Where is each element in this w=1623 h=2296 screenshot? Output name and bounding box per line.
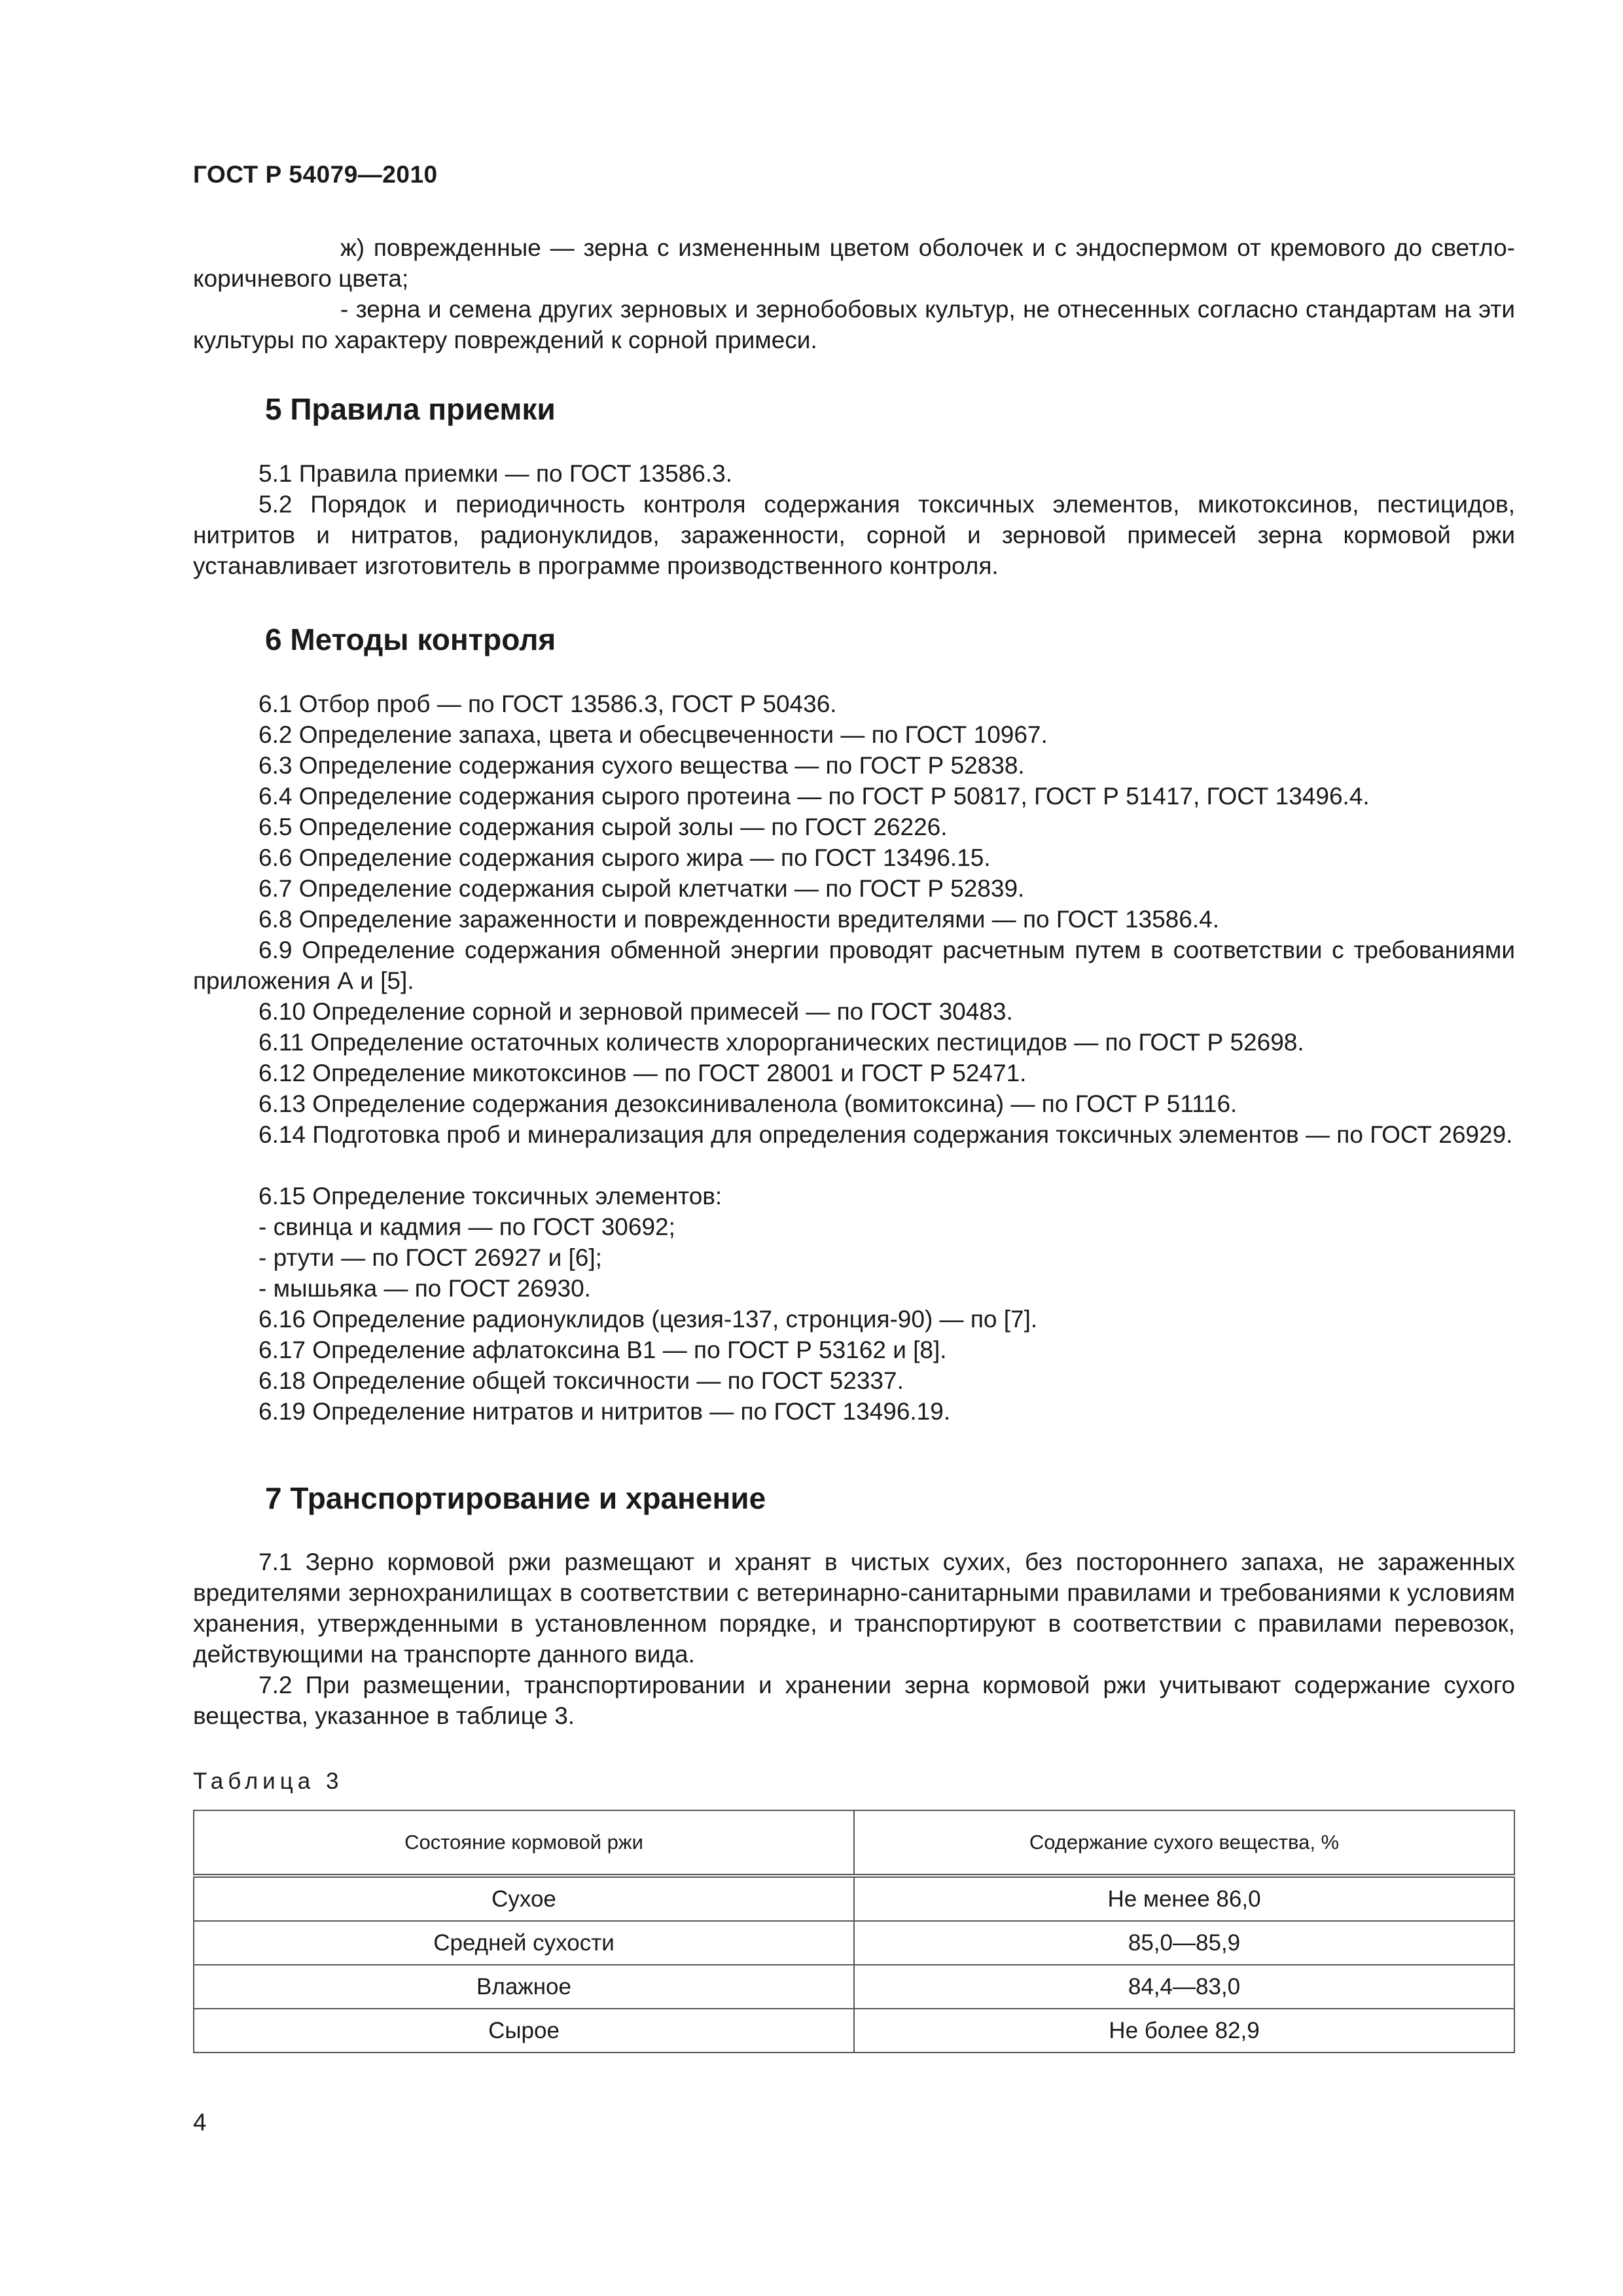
section-6-15-item-a-text: - свинца и кадмия — по ГОСТ 30692;	[259, 1213, 675, 1240]
section-6-15-text: 6.15 Определение токсичных элементов:	[259, 1183, 722, 1210]
section-5-2	[193, 489, 1515, 581]
section-6-9	[193, 935, 1515, 996]
intro-paragraph-1-text: ж) поврежденные — зерна с измененным цветом оболочек и с эндоспермом от кремового до светло-коричневого цвета;	[193, 234, 1515, 292]
column-header-dry-matter: Содержание сухого вещества, %	[854, 1810, 1514, 1876]
section-6-12	[193, 1058, 1515, 1088]
section-6-19-text: 6.19 Определение нитратов и нитритов — по ГОСТ 13496.19.	[259, 1398, 951, 1425]
section-5-1-text: 5.1 Правила приемки — по ГОСТ 13586.3.	[259, 460, 732, 487]
section-6-1	[193, 689, 1515, 719]
section-6-18-text: 6.18 Определение общей токсичности — по ГОСТ 52337.	[259, 1367, 904, 1394]
cell-value: Не менее 86,0	[854, 1876, 1514, 1921]
section-6-11	[193, 1027, 1515, 1058]
section-6-5-text: 6.5 Определение содержания сырой золы — по ГОСТ 26226.	[259, 814, 948, 840]
section-6-7-text: 6.7 Определение содержания сырой клетчатки — по ГОСТ Р 52839.	[259, 875, 1025, 902]
section-7-2	[193, 1670, 1515, 1731]
section-6-14-text: 6.14 Подготовка проб и минерализация для определения содержания токсичных элементов — по ГОСТ 26929.	[259, 1121, 1513, 1148]
section-6-6-text: 6.6 Определение содержания сырого жира — по ГОСТ 13496.15.	[259, 844, 991, 871]
section-6-11-text: 6.11 Определение остаточных количеств хлорорганических пестицидов — по ГОСТ Р 52698.	[259, 1029, 1304, 1056]
section-6-13-text: 6.13 Определение содержания дезоксиниваленола (вомитоксина) — по ГОСТ Р 51116.	[259, 1090, 1238, 1117]
table-header-row	[194, 1810, 1514, 1876]
section-7-1	[193, 1547, 1515, 1670]
section-6-1-text: 6.1 Отбор проб — по ГОСТ 13586.3, ГОСТ Р 50436.	[259, 691, 837, 717]
intro-paragraph-1	[193, 232, 1515, 294]
cell-state: Сырое	[194, 2009, 854, 2053]
cell-value: 84,4—83,0	[854, 1965, 1514, 2009]
section-6-heading: 6 Методы контроля	[265, 622, 556, 656]
section-6-17	[193, 1335, 1515, 1365]
section-6-9-text: 6.9 Определение содержания обменной энергии проводят расчетным путем в соответствии с требованиями приложения А и [5].	[193, 937, 1515, 994]
section-6-15-item-arsenic	[193, 1273, 1515, 1304]
section-6-15-item-lead-cadmium	[193, 1211, 1515, 1242]
section-6-13	[193, 1088, 1515, 1119]
document-code: ГОСТ Р 54079—2010	[193, 161, 438, 188]
column-header-state: Состояние кормовой ржи	[194, 1810, 854, 1876]
section-6-3-text: 6.3 Определение содержания сухого вещества — по ГОСТ Р 52838.	[259, 752, 1025, 779]
section-6-4-text: 6.4 Определение содержания сырого протеина — по ГОСТ Р 50817, ГОСТ Р 51417, ГОСТ 13496.4.	[259, 783, 1370, 810]
section-6-15-item-c-text: - мышьяка — по ГОСТ 26930.	[259, 1275, 591, 1302]
section-6-18	[193, 1365, 1515, 1396]
section-7-heading: 7 Транспортирование и хранение	[265, 1481, 766, 1515]
section-6-12-text: 6.12 Определение микотоксинов — по ГОСТ 28001 и ГОСТ Р 52471.	[259, 1060, 1027, 1086]
section-6-15-item-mercury	[193, 1242, 1515, 1273]
section-6-15	[193, 1181, 1515, 1211]
table-3	[193, 1810, 1515, 2053]
section-6-8	[193, 904, 1515, 935]
table-row	[194, 1921, 1514, 1965]
section-6-8-text: 6.8 Определение зараженности и поврежденности вредителями — по ГОСТ 13586.4.	[259, 906, 1219, 933]
section-6-16-text: 6.16 Определение радионуклидов (цезия-137, стронция-90) — по [7].	[259, 1306, 1038, 1333]
table-row	[194, 1876, 1514, 1921]
section-6-5	[193, 812, 1515, 842]
section-6-4	[193, 781, 1515, 812]
section-6-6	[193, 842, 1515, 873]
cell-value: Не более 82,9	[854, 2009, 1514, 2053]
section-6-17-text: 6.17 Определение афлатоксина В1 — по ГОСТ Р 53162 и [8].	[259, 1336, 947, 1363]
table-row	[194, 1965, 1514, 2009]
section-7-2-text: 7.2 При размещении, транспортировании и хранении зерна кормовой ржи учитывают содержание сухого вещества, указанное в таблице 3.	[193, 1672, 1515, 1729]
section-6-19	[193, 1396, 1515, 1427]
table-row	[194, 2009, 1514, 2053]
section-6-15-item-b-text: - ртути — по ГОСТ 26927 и [6];	[259, 1244, 602, 1271]
section-6-14	[193, 1119, 1515, 1150]
table-3-caption: Таблица 3	[193, 1768, 344, 1794]
page-number: 4	[193, 2109, 207, 2136]
section-6-7	[193, 873, 1515, 904]
cell-state: Сухое	[194, 1876, 854, 1921]
cell-state: Влажное	[194, 1965, 854, 2009]
intro-paragraph-2-text: - зерна и семена других зерновых и зернобобовых культур, не отнесенных согласно стандартам на эти культуры по характеру повреждений к сорной примеси.	[193, 296, 1515, 353]
cell-value: 85,0—85,9	[854, 1921, 1514, 1965]
section-6-10	[193, 996, 1515, 1027]
section-6-10-text: 6.10 Определение сорной и зерновой примесей — по ГОСТ 30483.	[259, 998, 1013, 1025]
section-6-2	[193, 719, 1515, 750]
section-6-2-text: 6.2 Определение запаха, цвета и обесцвеченности — по ГОСТ 10967.	[259, 721, 1048, 748]
section-5-1	[193, 458, 1515, 489]
section-6-16	[193, 1304, 1515, 1335]
section-5-2-text: 5.2 Порядок и периодичность контроля содержания токсичных элементов, микотоксинов, пестицидов, нитритов и нитратов, радионуклидов, зараженности, сорной и зерновой примесей зерна кормовой ржи устанавливает изготовитель в программе производственного контроля.	[193, 491, 1515, 579]
section-7-1-text: 7.1 Зерно кормовой ржи размещают и хранят в чистых сухих, без постороннего запаха, не зараженных вредителями зернохранилищах в соответствии с ветеринарно-санитарными правилами и требованиями к условиям хранения, утвержденными в установленном порядке, и транспортируют в соответствии с правилами перевозок, действующими на транспорте данного вида.	[193, 1549, 1515, 1668]
intro-paragraph-2	[193, 294, 1515, 355]
section-6-3	[193, 750, 1515, 781]
section-5-heading: 5 Правила приемки	[265, 392, 556, 426]
cell-state: Средней сухости	[194, 1921, 854, 1965]
